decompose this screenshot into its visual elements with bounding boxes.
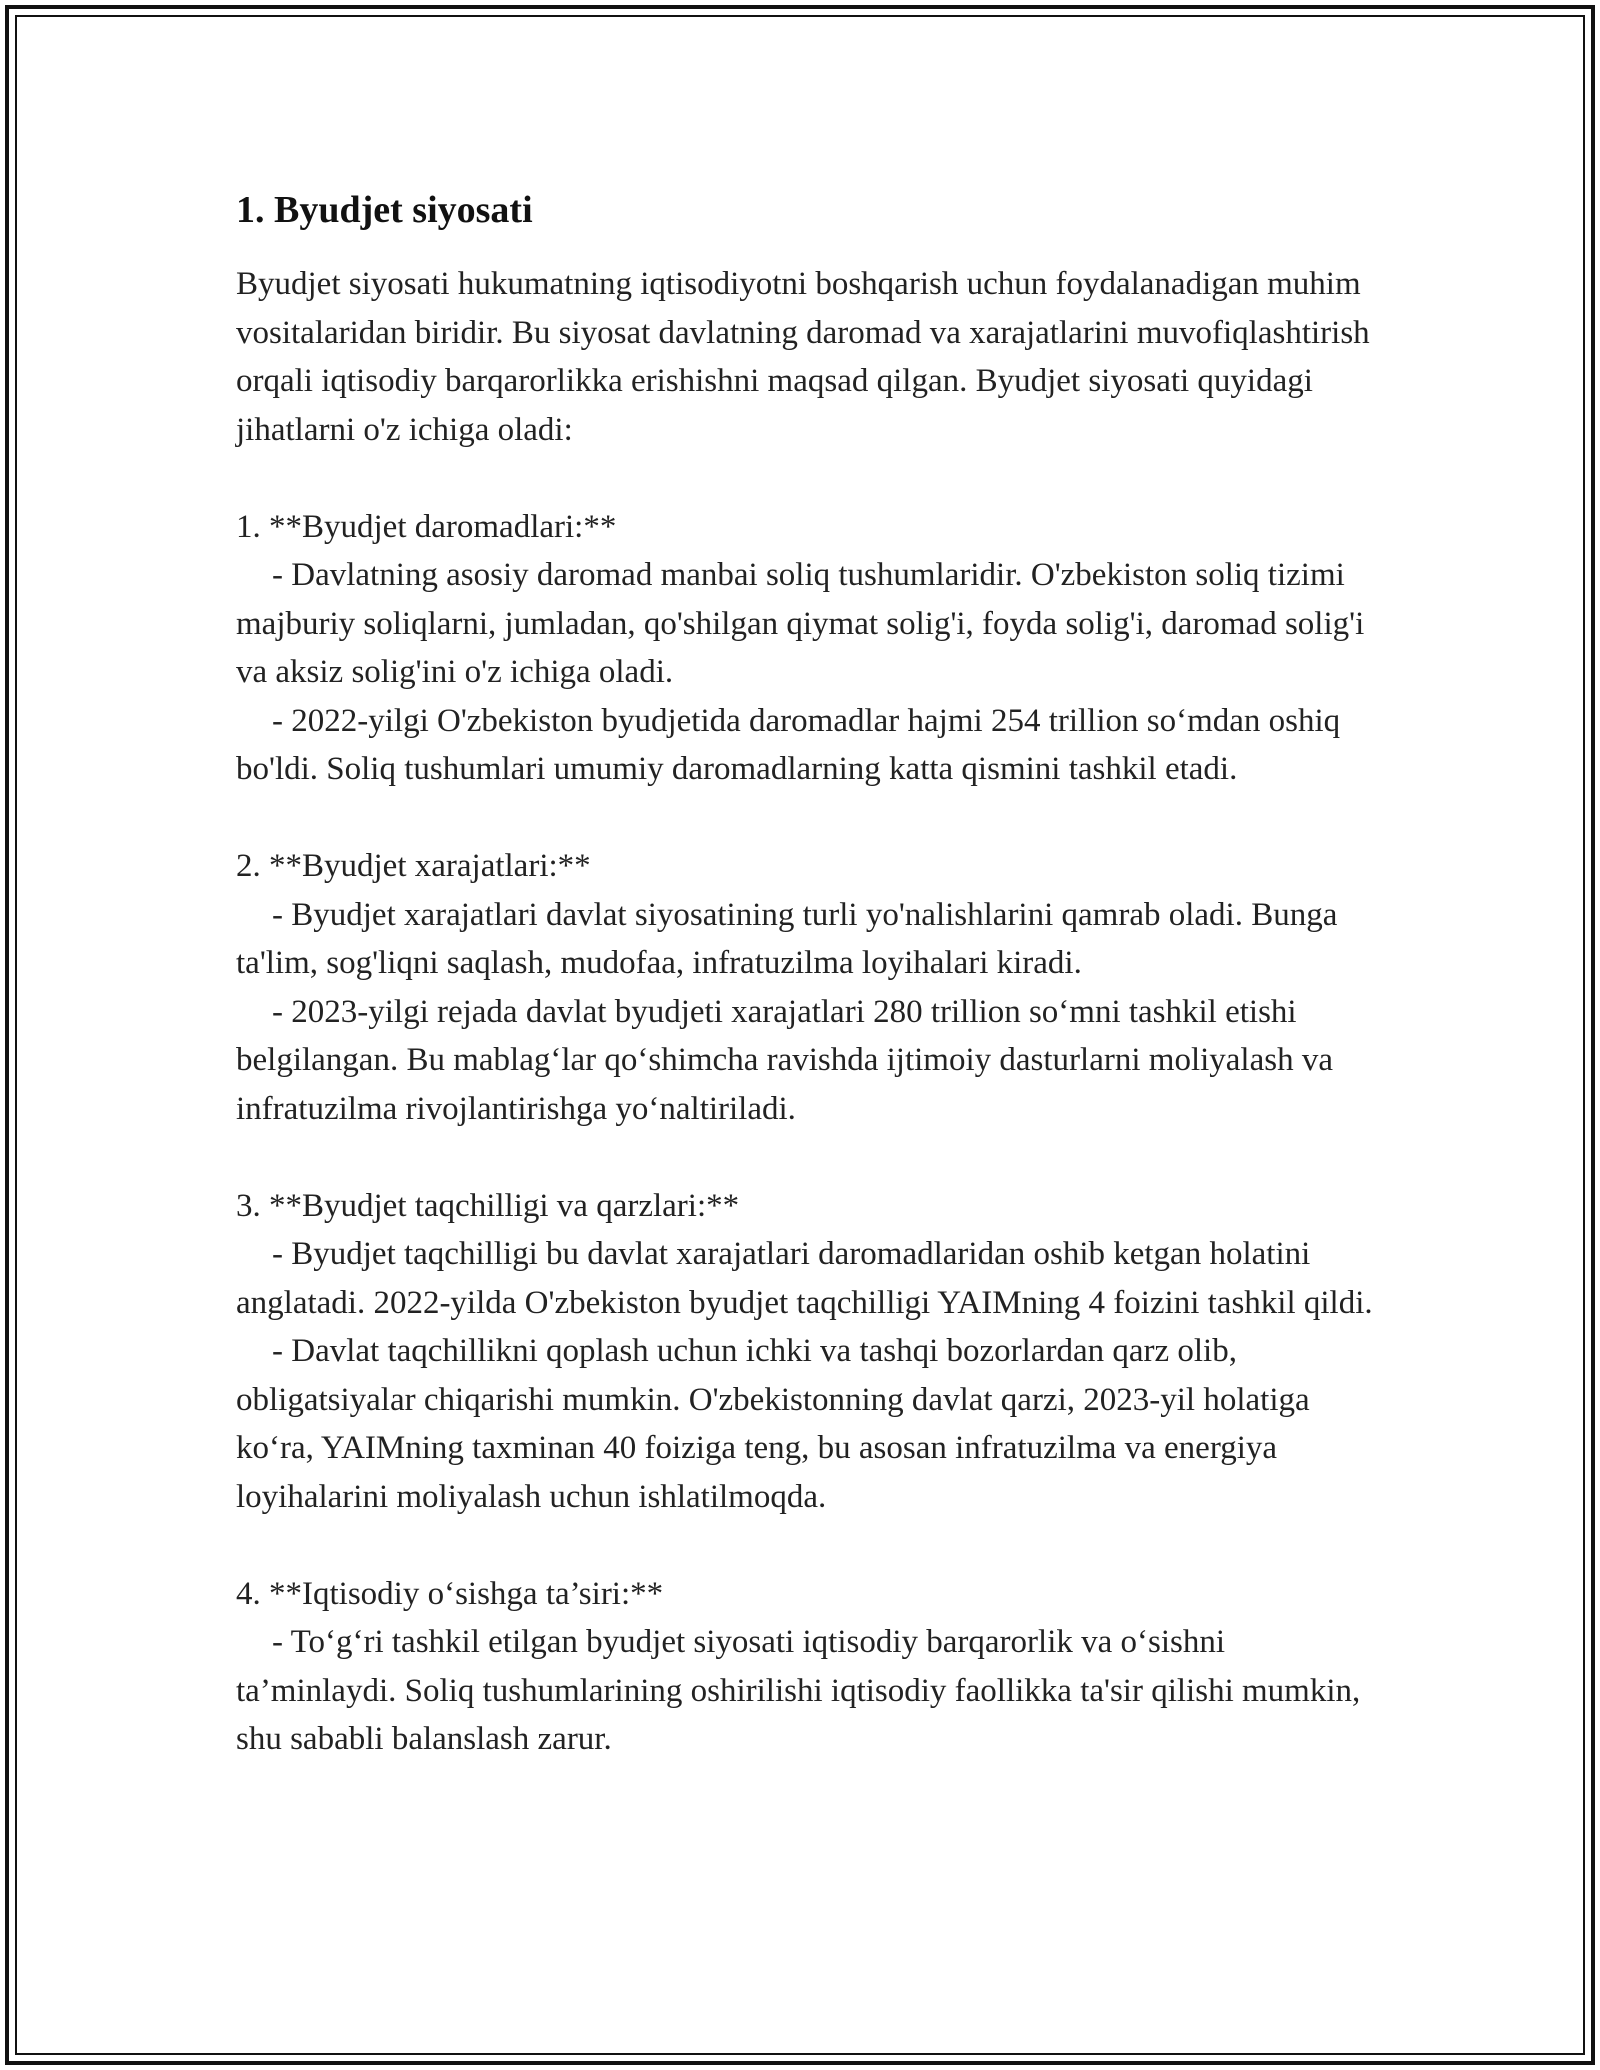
item-title: 3. **Byudjet taqchilligi va qarzlari:**	[236, 1187, 740, 1224]
bullet-text: - 2023-yilgi rejada davlat byudjeti xarajatlari 280 trillion so‘mni tashkil etishi belgilangan. Bu mablag‘lar qo‘shimcha ravishda ijtimoiy dasturlarni moliyalash va infratuzilma rivojlantirishga yo‘naltiriladi.	[236, 993, 1333, 1127]
bullet-text: - Byudjet xarajatlari davlat siyosatining turli yo'nalishlarini qamrab oladi. Bunga ta'lim, sog'liqni saqlash, mudofaa, infratuzilma loyihalari kiradi.	[236, 896, 1338, 981]
intro-paragraph: Byudjet siyosati hukumatning iqtisodiyotni boshqarish uchun foydalanadigan muhim vositalaridan biridir. Bu siyosat davlatning daromad va xarajatlarini muvofiqlashtirish orqali iqtisodiy barqarorlikka erishishni maqsad qilgan. Byudjet siyosati quyidagi jihatlarni o'z ichiga oladi:	[236, 266, 1370, 448]
bullet-text: - Byudjet taqchilligi bu davlat xarajatlari daromadlaridan oshib ketgan holatini anglatadi. 2022-yilda O'zbekiston byudjet taqchilligi YAIMning 4 foizini tashkil qildi.	[236, 1236, 1373, 1321]
topic-list	[236, 503, 1376, 1764]
bullet-text: - To‘g‘ri tashkil etilgan byudjet siyosati iqtisodiy barqarorlik va o‘sishni ta’minlaydi. Soliq tushumlarining oshirilishi iqtisodiy faollikka ta'sir qilishi mumkin, shu sababli balanslash zarur.	[236, 1624, 1361, 1757]
list-item-expenditures	[236, 842, 1376, 1133]
bullet-text: - 2022-yilgi O'zbekiston byudjetida daromadlar hajmi 254 trillion so‘mdan oshiq bo'ldi. Soliq tushumlari umumiy daromadlarning katta qismini tashkil etadi.	[236, 702, 1341, 787]
item-title: 1. **Byudjet daromadlari:**	[236, 508, 617, 545]
bullet-text: - Davlatning asosiy daromad manbai soliq tushumlaridir. O'zbekiston soliq tizimi majburiy soliqlarni, jumladan, qo'shilgan qiymat solig'i, foyda solig'i, daromad solig'i va aksiz solig'ini o'z ichiga oladi.	[236, 557, 1365, 690]
list-item-growth-impact	[236, 1570, 1376, 1764]
list-item-revenues	[236, 503, 1376, 794]
list-item-deficit-debt	[236, 1182, 1376, 1522]
section-heading: 1. Byudjet siyosati	[236, 189, 533, 231]
document-body	[236, 186, 1376, 1764]
item-title: 4. **Iqtisodiy o‘sishga ta’siri:**	[236, 1575, 664, 1612]
bullet-text: - Davlat taqchillikni qoplash uchun ichki va tashqi bozorlardan qarz olib, obligatsiyalar chiqarishi mumkin. O'zbekistonning davlat qarzi, 2023-yil holatiga ko‘ra, YAIMning taxminan 40 foiziga teng, bu asosan infratuzilma va energiya loyihalarini moliyalash uchun ishlatilmoqda.	[236, 1333, 1310, 1515]
item-title: 2. **Byudjet xarajatlari:**	[236, 848, 591, 884]
